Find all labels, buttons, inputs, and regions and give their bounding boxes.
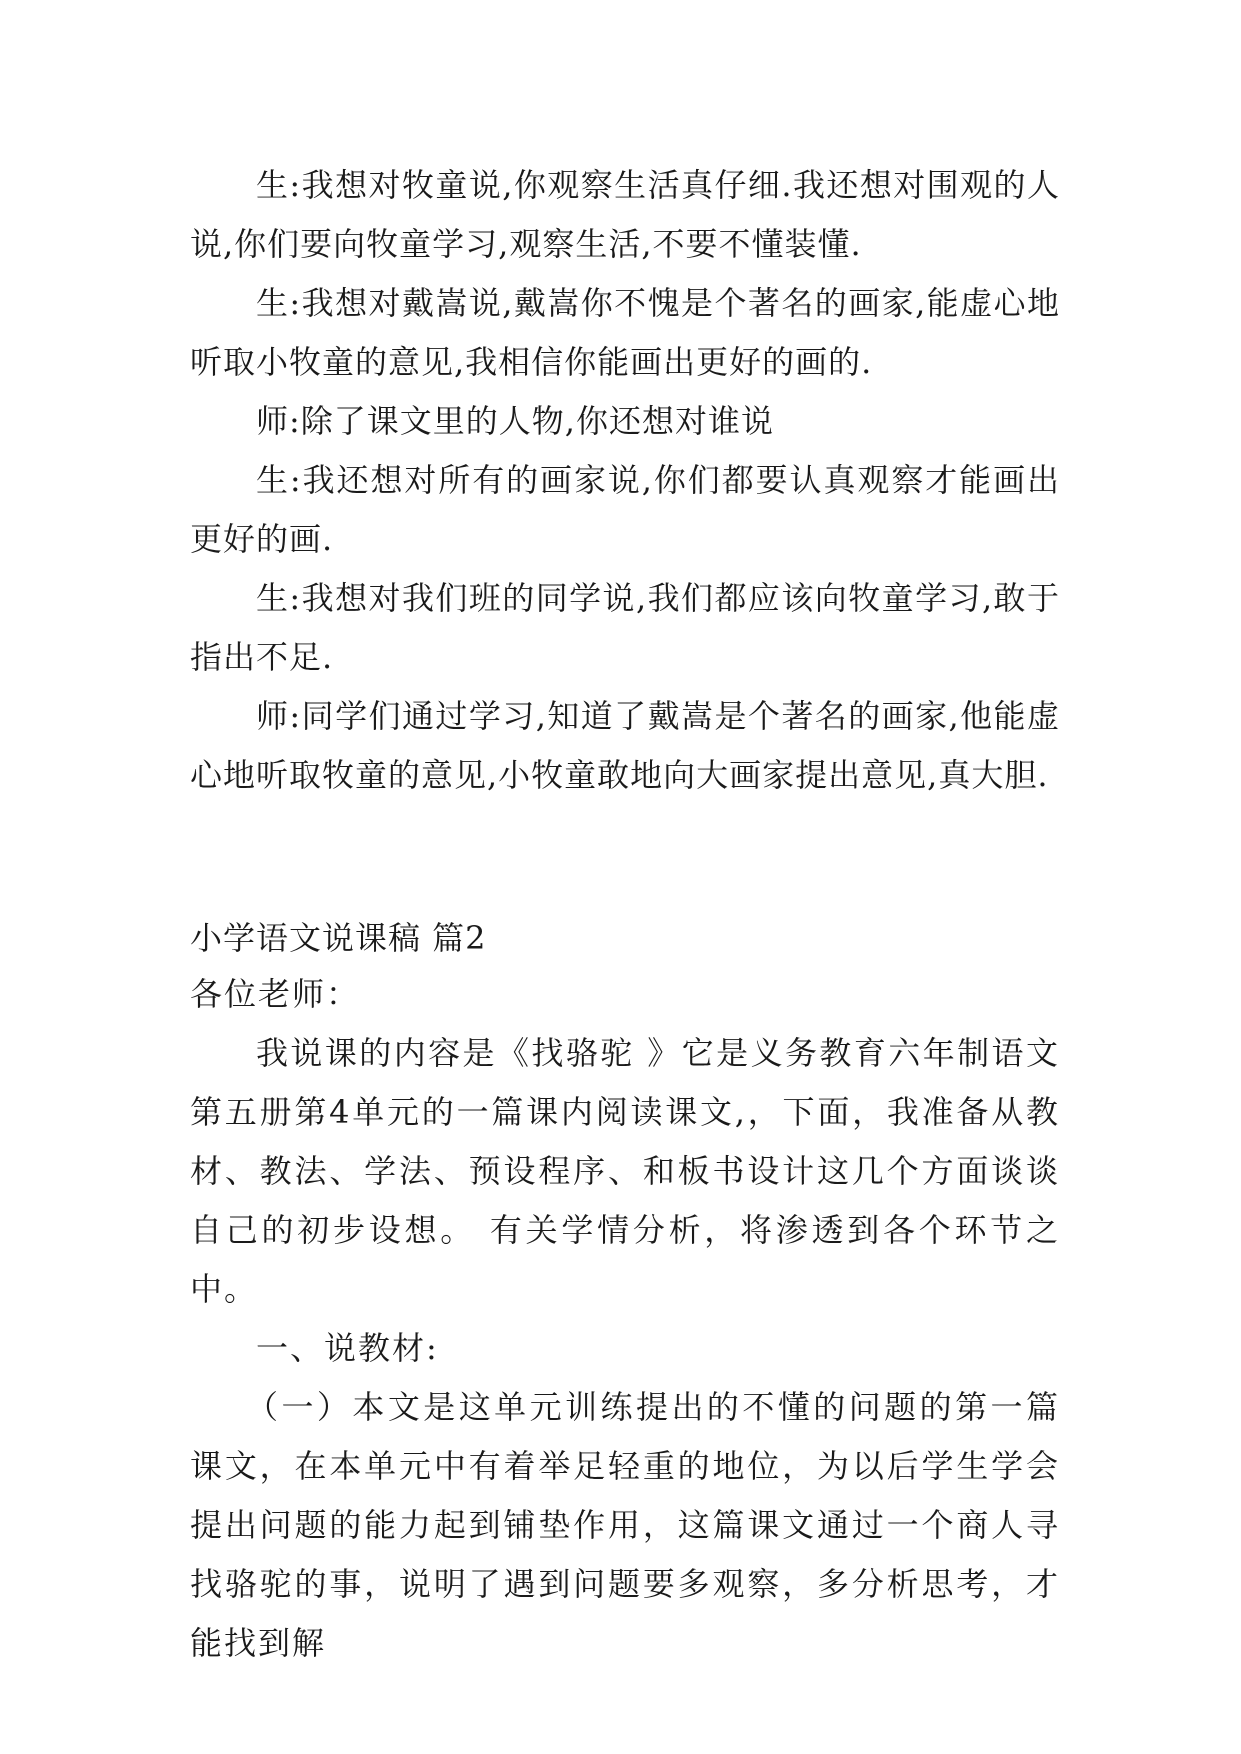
dialogue-section	[190, 156, 1060, 805]
sub-paragraph: （一）本文是这单元训练提出的不懂的问题的第一篇课文，在本单元中有着举足轻重的地位，为以后学生学会提出问题的能力起到铺垫作用，这篇课文通过一个商人寻找骆驼的事，说明了遇到问题要多观察，多分析思考，才能找到解	[190, 1388, 1060, 1662]
paragraph: 生:我想对我们班的同学说,我们都应该向牧童学习,敢于指出不足.	[190, 579, 1060, 676]
section-title: 小学语文说课稿 篇2	[190, 919, 487, 957]
paragraph: 生:我还想对所有的画家说,你们都要认真观察才能画出更好的画.	[190, 461, 1060, 558]
paragraph: 师:除了课文里的人物,你还想对谁说	[256, 402, 774, 440]
paragraph: 生:我想对戴嵩说,戴嵩你不愧是个著名的画家,能虚心地听取小牧童的意见,我相信你能画出更好的画的.	[190, 284, 1060, 381]
intro-paragraph: 我说课的内容是《找骆驼 》它是义务教育六年制语文第五册第4单元的一篇课内阅读课文,，下面，我准备从教材、教法、学法、预设程序、和板书设计这几个方面谈谈自己的初步设想。 有关学情分析，将渗透到各个环节之中。	[190, 1034, 1060, 1308]
paragraph: 生:我想对牧童说,你观察生活真仔细.我还想对围观的人说,你们要向牧童学习,观察生活,不要不懂装懂.	[190, 166, 1060, 263]
salutation: 各位老师：	[190, 975, 361, 1013]
point-heading: 一、说教材:	[256, 1329, 439, 1367]
paragraph: 师:同学们通过学习,知道了戴嵩是个著名的画家,他能虚心地听取牧童的意见,小牧童敢地向大画家提出意见,真大胆.	[190, 697, 1060, 794]
lesson-section	[190, 965, 1060, 1673]
